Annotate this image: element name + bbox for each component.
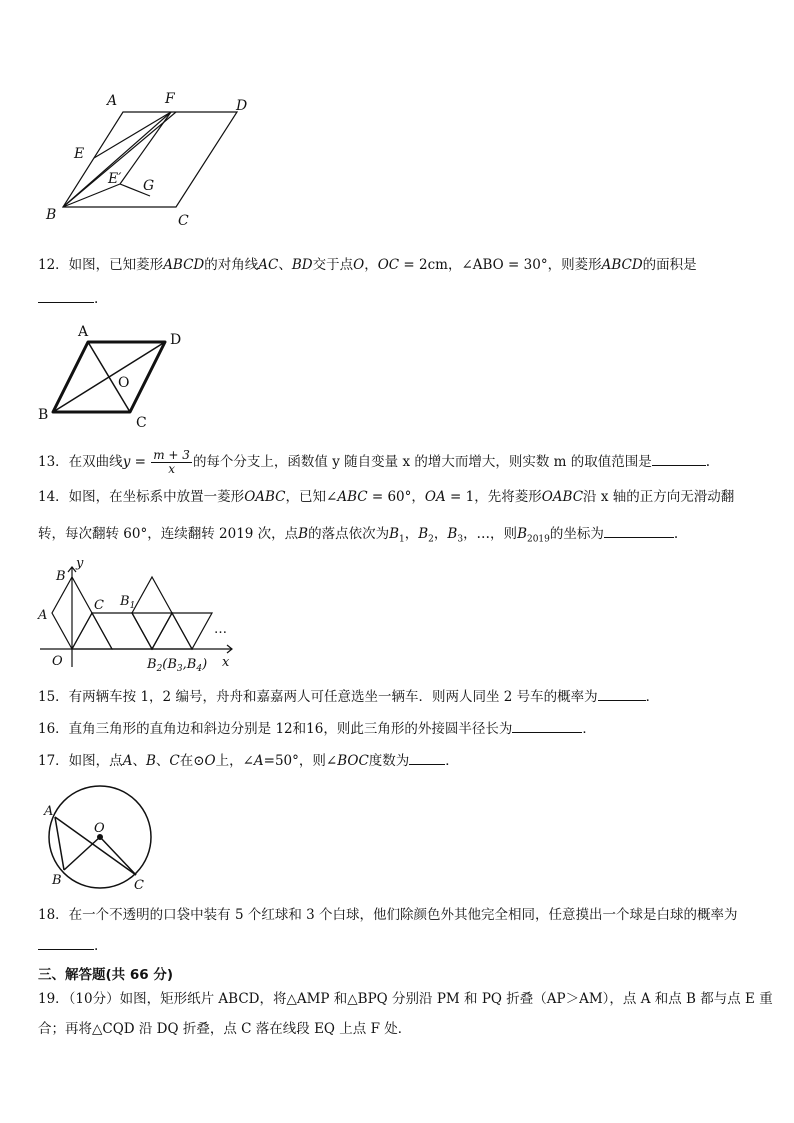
label-E: E [74, 146, 85, 162]
label-C: C [134, 878, 144, 893]
label-O: O [118, 375, 130, 391]
answer-blank[interactable] [598, 686, 646, 701]
question-12-answer-line: . [38, 288, 758, 309]
label-B: B [46, 207, 57, 223]
question-19-line-1: 19．（10分）如图，矩形纸片 ABCD，将△AMP 和△BPQ 分别沿 PM 和 PQ 折叠（AP＞AM），点 A 和点 B 都与点 E 重 [38, 991, 773, 1007]
question-18: 18．在一个不透明的口袋中装有 5 个红球和 3 个白球，他们除颜色外其他完全相同，任意摸出一个球是白球的概率为 [38, 907, 738, 923]
question-13: 13．在双曲线y = $\frac{m + 3}{x}$ 的每个分支上，函数值 y 随自变量 x 的增大而增大，则实数 m 的取值范围是 . [38, 448, 711, 476]
label-C: C [136, 415, 147, 431]
label-B1: $B_1$ [120, 594, 136, 611]
question-19-line-2: 合；再将△CQD 沿 DQ 折叠，点 C 落在线段 EQ 上点 F 处． [38, 1021, 412, 1037]
label-F: F [165, 91, 175, 107]
label-O: O [94, 821, 105, 836]
label-A: A [78, 324, 89, 340]
question-15: 15．有两辆车按 1，2 编号，舟舟和嘉嘉两人可任意选坐一辆车．则两人同坐 2 号车的概率为 ． [38, 686, 758, 707]
question-12: 12．如图，已知菱形ABCD的对角线AC、BD交于点O，OC = 2cm，∠ABO = 30°，则菱形ABCD的面积是 [38, 257, 697, 273]
question-14-line-1: 14．如图，在坐标系中放置一菱形OABC，已知∠ABC = 60°，OA = 1，先将菱形OABC沿 x 轴的正方向无滑动翻 [38, 489, 735, 505]
label-E-prime: E′ [108, 171, 122, 187]
label-B: B [52, 873, 62, 888]
label-A: A [44, 804, 54, 819]
answer-blank[interactable] [652, 451, 706, 466]
question-18-answer-line: . [38, 935, 758, 956]
label-B: B [56, 569, 66, 584]
figure-rhombus [0, 320, 220, 430]
figure-parallelogram-fold [0, 0, 794, 240]
label-D: D [170, 332, 182, 348]
fraction: $\frac{m + 3}{x}$ [153, 448, 190, 476]
answer-blank[interactable] [38, 935, 94, 950]
answer-blank[interactable] [38, 288, 94, 303]
figure-rhombus-rolling [0, 555, 260, 675]
figure-circle [0, 780, 180, 895]
question-16: 16．直角三角形的直角边和斜边分别是 12和16，则此三角形的外接圆半径长为 ． [38, 718, 758, 739]
label-C: C [94, 598, 104, 613]
question-17: 17．如图，点A、B、C在⊙O上，∠A=50°，则∠BOC度数为 ． [38, 750, 758, 771]
label-dots: … [214, 622, 227, 637]
label-x: x [222, 655, 230, 670]
answer-blank[interactable] [512, 718, 582, 733]
label-B2: $B_2(B_3,B_4)$ [147, 657, 208, 674]
section-heading: 三、解答题(共 66 分) [38, 967, 174, 983]
label-A: A [107, 93, 118, 109]
answer-blank[interactable] [604, 523, 674, 538]
question-14-line-2: 转，每次翻转 60°，连续翻转 2019 次，点B的落点依次为$B_1$，$B_2$，$B_3$，…，则$B_{2019}$的坐标为 . [38, 523, 758, 550]
label-B: B [38, 407, 49, 423]
label-O: O [52, 654, 63, 669]
label-y: y [76, 556, 84, 571]
label-D: D [236, 98, 248, 114]
label-G: G [143, 178, 155, 194]
label-A: A [38, 608, 48, 623]
answer-blank[interactable] [409, 750, 445, 765]
label-C: C [178, 213, 189, 229]
